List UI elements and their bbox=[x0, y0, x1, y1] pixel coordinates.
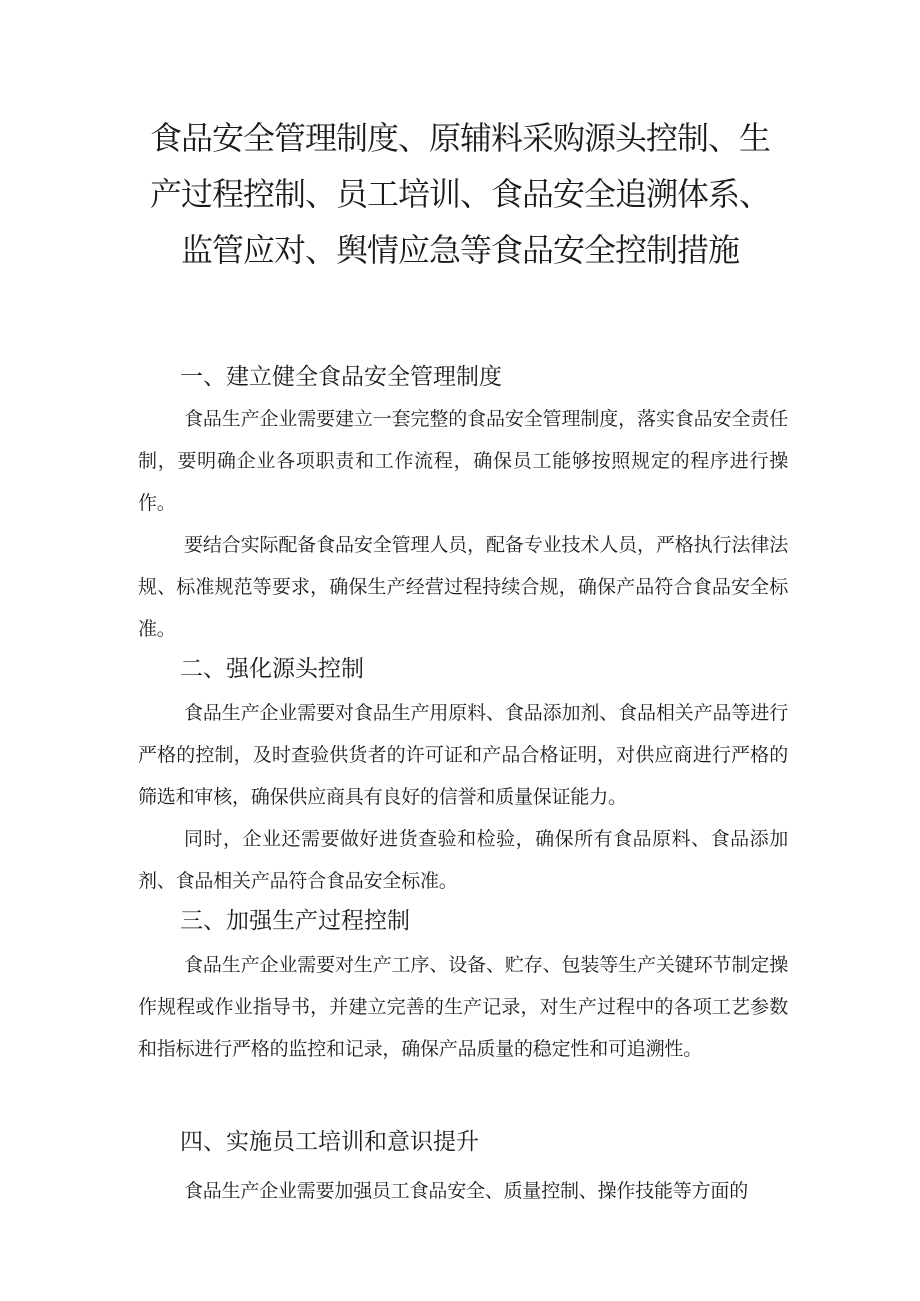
section-1-paragraph-2: 要结合实际配备食品安全管理人员，配备专业技术人员，严格执行法律法规、标准规范等要求，确保生产经营过程持续合规，确保产品符合食品安全标准。 bbox=[138, 534, 788, 640]
section-2-heading: 二、强化源头控制 bbox=[180, 656, 364, 682]
section-4-paragraph-1: 食品生产企业需要加强员工食品安全、质量控制、操作技能等方面的 bbox=[184, 1180, 749, 1202]
section-1-heading: 一、建立健全食品安全管理制度 bbox=[180, 364, 502, 390]
section-3-heading: 三、加强生产过程控制 bbox=[180, 908, 410, 934]
section-2-paragraph-2: 同时，企业还需要做好进货查验和检验，确保所有食品原料、食品添加剂、食品相关产品符合食品安全标准。 bbox=[138, 828, 788, 892]
section-3-paragraph-1: 食品生产企业需要对生产工序、设备、贮存、包装等生产关键环节制定操作规程或作业指导书，并建立完善的生产记录，对生产过程中的各项工艺参数和指标进行严格的监控和记录，确保产品质量的稳定性和可追溯性。 bbox=[138, 954, 788, 1060]
document-title: 食品安全管理制度、原辅料采购源头控制、生产过程控制、员工培训、食品安全追溯体系、监管应对、舆情应急等食品安全控制措施 bbox=[149, 119, 770, 269]
section-2-paragraph-1: 食品生产企业需要对食品生产用原料、食品添加剂、食品相关产品等进行严格的控制，及时查验供货者的许可证和产品合格证明，对供应商进行严格的筛选和审核，确保供应商具有良好的信誉和质量保证能力。 bbox=[138, 702, 788, 808]
section-4-heading: 四、实施员工培训和意识提升 bbox=[180, 1129, 479, 1155]
section-1-paragraph-1: 食品生产企业需要建立一套完整的食品安全管理制度，落实食品安全责任制，要明确企业各项职责和工作流程，确保员工能够按照规定的程序进行操作。 bbox=[138, 408, 788, 514]
